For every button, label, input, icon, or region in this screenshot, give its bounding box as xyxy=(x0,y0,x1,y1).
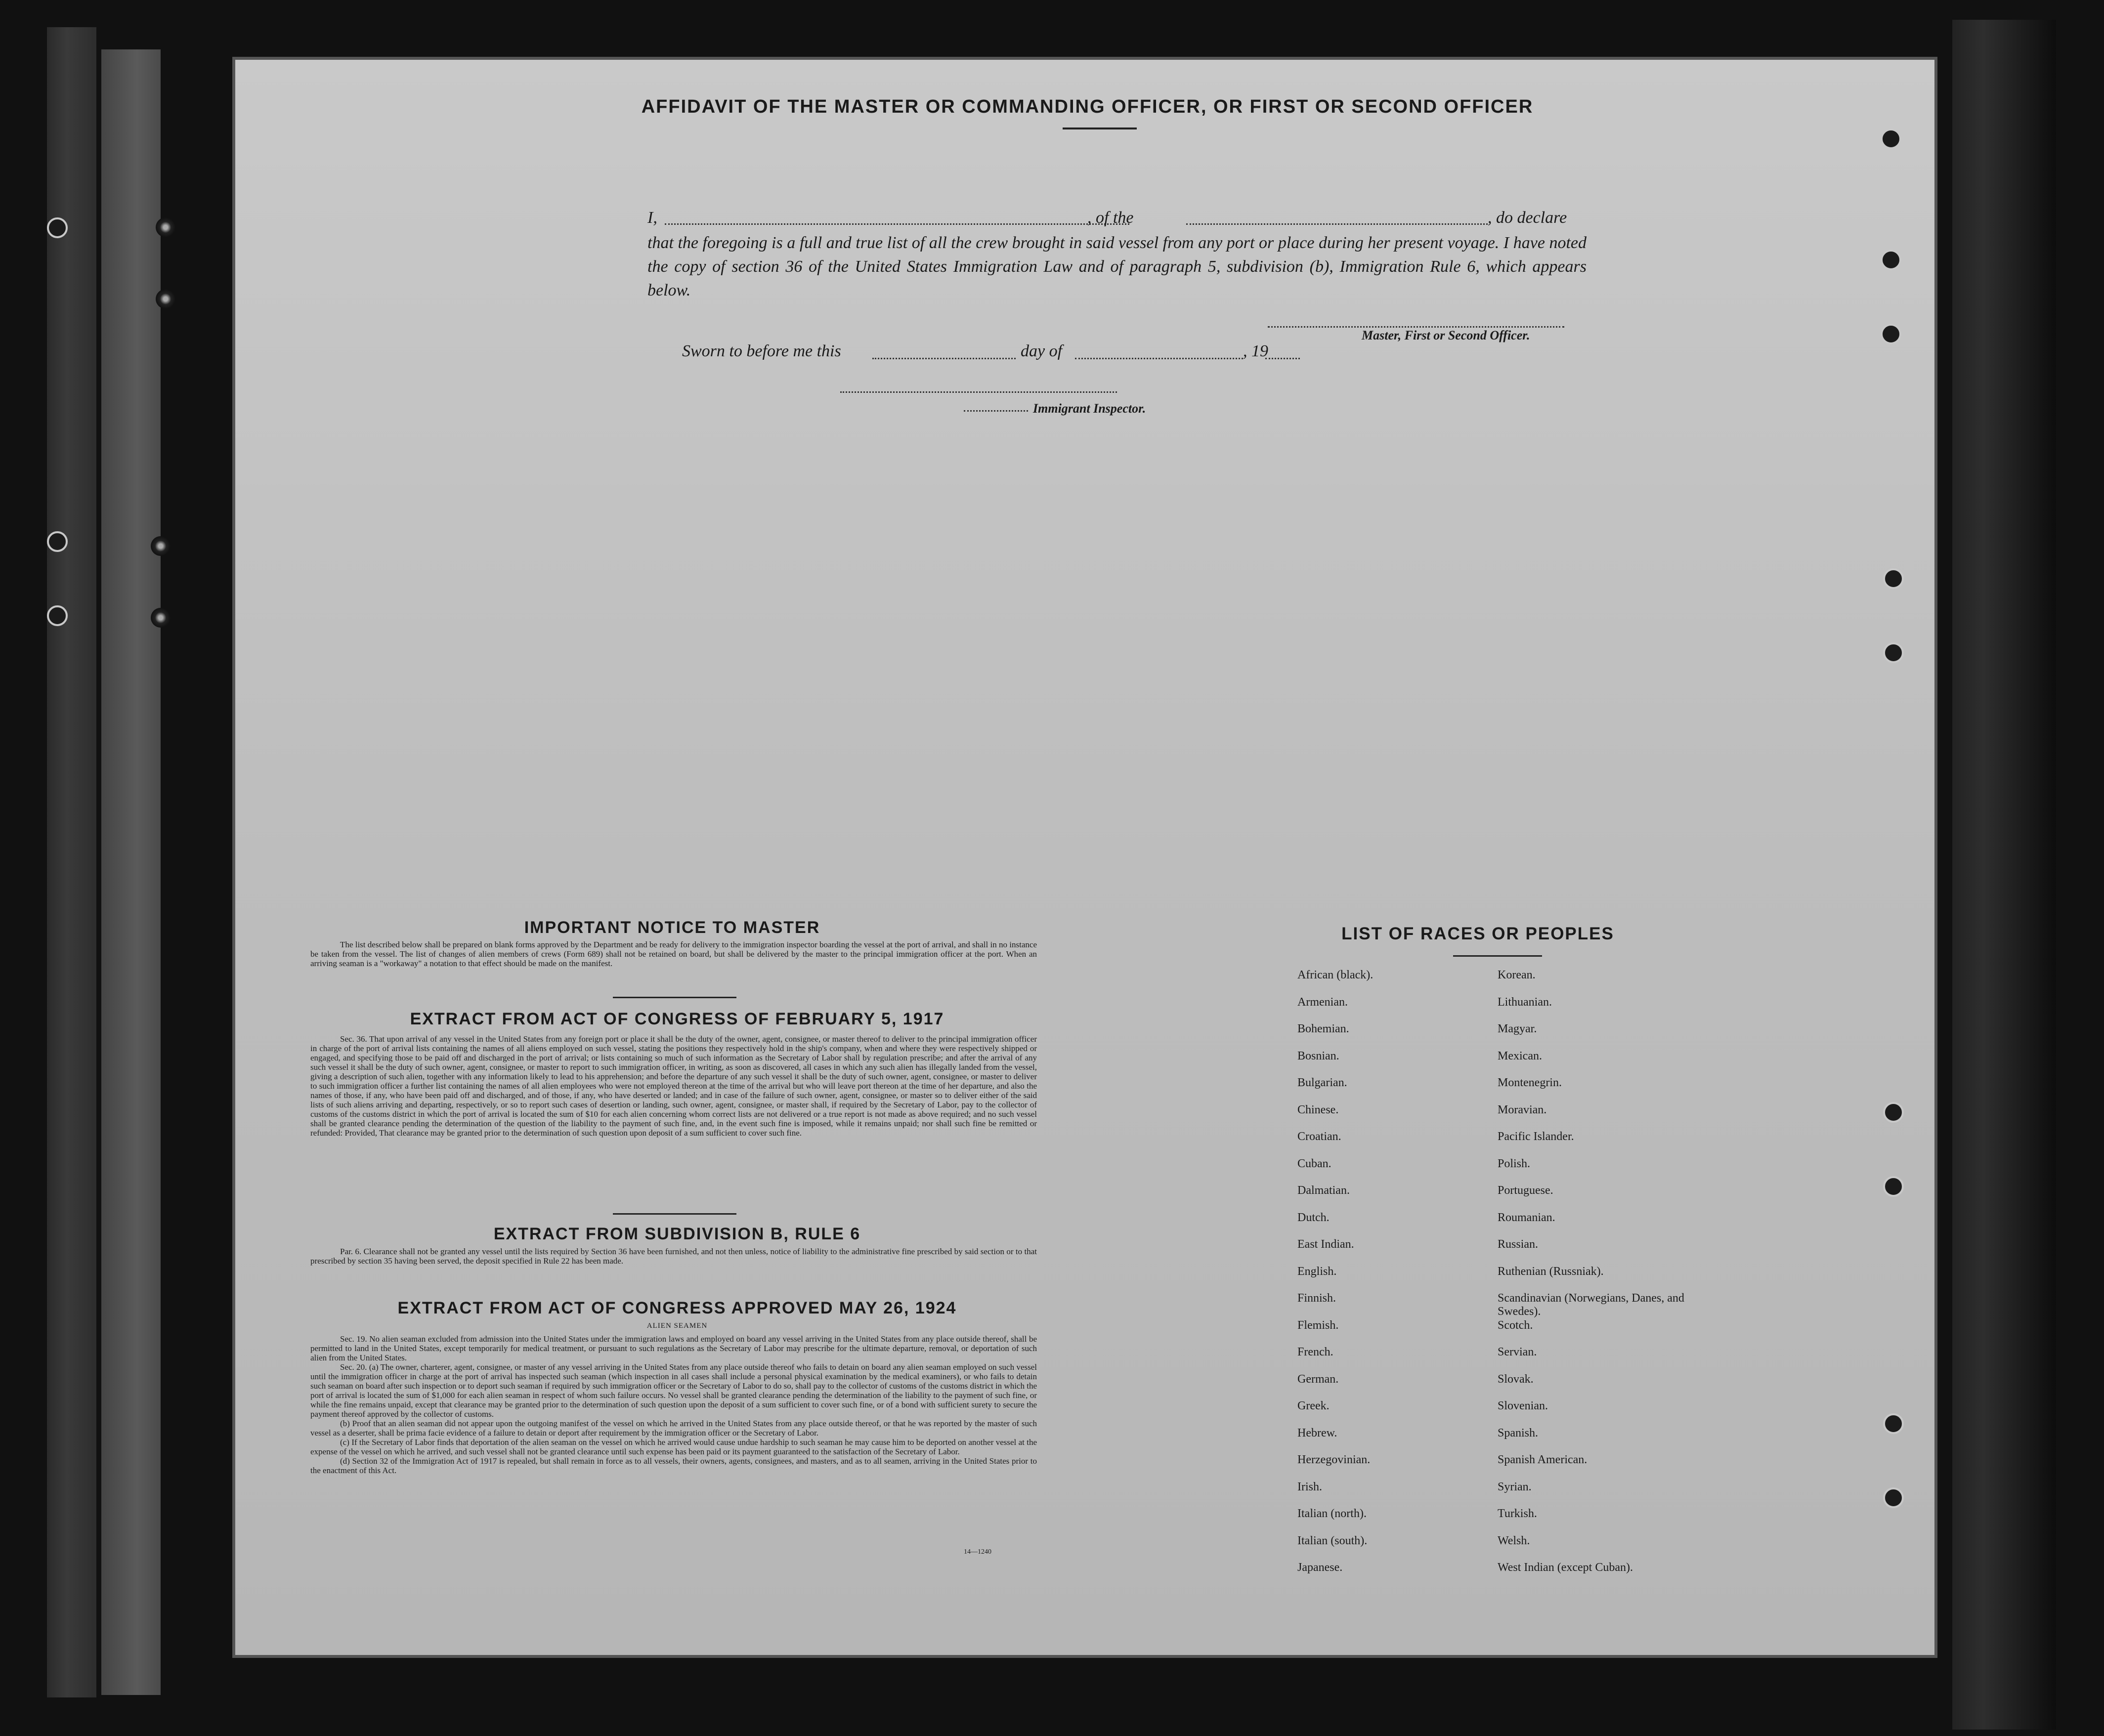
binder-rivet xyxy=(151,608,171,628)
race-item: Herzegovinian. xyxy=(1297,1453,1371,1466)
extract-1917-title: EXTRACT FROM ACT OF CONGRESS OF FEBRUARY 5, 1917 xyxy=(410,1010,945,1028)
divider xyxy=(1063,127,1137,129)
section-19: Sec. 19. No alien seaman excluded from admission into the United States under the immigration laws and employed on board any vessel arriving in the United States from any place outside thereof, shall be permitted to land in the United States, except temporarily for medical treatment, or pursuant to such regulations as the Secretary of Labor may prescribe for the ultimate departure, removal, or deportation of such alien from the United States. xyxy=(310,1334,1037,1362)
race-item: Polish. xyxy=(1498,1157,1531,1170)
page-edge xyxy=(1952,20,2056,1730)
inspector-label: Immigrant Inspector. xyxy=(1033,401,1146,416)
punch-hole xyxy=(1883,642,1904,663)
extract-1924-text xyxy=(310,1334,1037,1475)
race-item: African (black). xyxy=(1297,969,1374,981)
divider xyxy=(1453,955,1542,957)
race-item: Slovenian. xyxy=(1498,1399,1548,1412)
sworn-label: Sworn to before me this xyxy=(682,342,841,360)
race-item: Cuban. xyxy=(1297,1157,1331,1170)
section-20b: (b) Proof that an alien seaman did not appear upon the outgoing manifest of the vessel on which he arrived in the United States from any place outside thereof, or that he was reported by the master of such vessel as a deserter, shall be prima facie evidence of a failure to detain or deport after requirement by the immigration officer or the Secretary of Labor. xyxy=(310,1419,1037,1438)
punch-hole xyxy=(1881,324,1901,344)
race-item: Greek. xyxy=(1297,1399,1330,1412)
year-label: , 19 xyxy=(1243,342,1268,360)
master-signature-label: Master, First or Second Officer. xyxy=(1362,328,1530,342)
punch-hole xyxy=(1883,568,1904,589)
punch-hole xyxy=(47,217,68,238)
section-20c: (c) If the Secretary of Labor finds that deportation of the alien seaman on the vessel on which he arrived would cause undue hardship to such seaman he may cause him to be deported on another vessel at the expense of the vessel on which he arrived, and such vessel shall not be granted clearance until such expense has been paid or its payment guaranteed to the satisfaction of the Secretary of Labor. xyxy=(310,1438,1037,1456)
race-item: Slovak. xyxy=(1498,1372,1534,1386)
punch-hole xyxy=(1883,1176,1904,1197)
binder-rivet xyxy=(151,536,171,556)
inspector-signature-field[interactable] xyxy=(840,391,1117,393)
punch-hole xyxy=(47,605,68,626)
sworn-month-field[interactable] xyxy=(1075,358,1243,359)
race-item: Finnish. xyxy=(1297,1292,1336,1305)
race-item: English. xyxy=(1297,1265,1337,1278)
race-item: Dalmatian. xyxy=(1297,1184,1350,1197)
declare-label: , do declare xyxy=(1488,209,1567,227)
race-item: Armenian. xyxy=(1297,995,1348,1009)
race-item: Irish. xyxy=(1297,1480,1322,1493)
race-item: French. xyxy=(1297,1346,1333,1358)
form-number: 14—1240 xyxy=(964,1548,991,1556)
vessel-name-field[interactable] xyxy=(1186,223,1488,225)
race-item: Japanese. xyxy=(1297,1561,1343,1574)
race-item: Flemish. xyxy=(1297,1318,1339,1332)
race-item: German. xyxy=(1297,1372,1339,1386)
race-item: Roumanian. xyxy=(1498,1211,1555,1224)
vessel-label: , of the xyxy=(1087,209,1134,227)
race-item: Magyar. xyxy=(1498,1022,1537,1035)
binder-rivet xyxy=(156,217,175,237)
binder-rivet xyxy=(156,289,175,309)
race-item: Syrian. xyxy=(1498,1480,1532,1493)
races-title: LIST OF RACES OR PEOPLES xyxy=(1341,924,1614,943)
race-item: Pacific Islander. xyxy=(1498,1130,1574,1143)
binder-strip xyxy=(47,27,96,1697)
extract-rule6-text: Par. 6. Clearance shall not be granted any vessel until the lists required by Section 36 have been furnished, and not then unless, notice of liability to the administrative fine prescribed by said section or to that prescribed by section 35 having been served, the deposit specified in Rule 22 has been made. xyxy=(310,1247,1037,1266)
race-item: Bulgarian. xyxy=(1297,1076,1347,1089)
race-item: Italian (north). xyxy=(1297,1507,1367,1520)
sworn-year-field[interactable] xyxy=(1265,358,1300,359)
section-20d: (d) Section 32 of the Immigration Act of 1917 is repealed, but shall remain in force as to all vessels, their owners, agents, consignees, and masters, and as to all seamen, arriving in the United States prior to the enactment of this Act. xyxy=(310,1456,1037,1475)
race-item: Welsh. xyxy=(1498,1534,1530,1547)
binder-margin xyxy=(101,49,161,1695)
alien-seamen-heading: ALIEN SEAMEN xyxy=(646,1322,708,1330)
race-item: Croatian. xyxy=(1297,1130,1341,1143)
race-item: Spanish. xyxy=(1498,1426,1539,1440)
race-item: Korean. xyxy=(1498,969,1536,981)
race-item: Dutch. xyxy=(1297,1211,1330,1224)
race-item: Ruthenian (Russniak). xyxy=(1498,1265,1604,1278)
race-item: West Indian (except Cuban). xyxy=(1498,1561,1633,1574)
race-item: Mexican. xyxy=(1498,1049,1542,1062)
punch-hole xyxy=(1881,250,1901,270)
declarant-name-field[interactable] xyxy=(665,223,1129,225)
race-item: Lithuanian. xyxy=(1498,995,1552,1009)
declarant-label: I, xyxy=(647,209,657,227)
race-item: Turkish. xyxy=(1498,1507,1537,1520)
punch-hole xyxy=(1881,128,1901,149)
race-item: Bosnian. xyxy=(1297,1049,1339,1062)
race-item: Chinese. xyxy=(1297,1103,1339,1116)
notice-title: IMPORTANT NOTICE TO MASTER xyxy=(524,918,820,937)
punch-hole xyxy=(1883,1487,1904,1508)
race-item: Bohemian. xyxy=(1297,1022,1349,1035)
sworn-day-field[interactable] xyxy=(872,358,1016,359)
notice-text: The list described below shall be prepared on blank forms approved by the Department and be ready for delivery to the immigration inspector boarding the vessel at the port of arrival, and shall in no instance be taken from the vessel. The list of changes of alien members of crews (Form 689) shall not be retained on board, but shall be delivered by the master to the principal immigration officer at the port. When an arriving seaman is a "workaway" a notation to that effect should be made on the manifest. xyxy=(310,940,1037,968)
extract-1917-text: Sec. 36. That upon arrival of any vessel in the United States from any foreign port or place it shall be the duty of the owner, agent, consignee, or master thereof to deliver to the principal immigration officer in charge of the port of arrival lists containing the names of all aliens employed on such vessel, stating the positions they respectively hold in the ship's company, when and where they were respectively shipped or engaged, and specifying those to be paid off and discharged in the port of arrival; or lists containing so much of such information as the Secretary of Labor shall by regulation prescribe; and after the arrival of any such vessel it shall be the duty of such owner, agent, consignee, or master to report to such immigration officer, in writing, as soon as discovered, all cases in which any such alien has illegally landed from the vessel, giving a description of such alien, together with any information likely to lead to his apprehension; and before the departure of any such vessel it shall be the duty of such owner, agent, consignee, or master to deliver to such immigration officer a further list containing the names of all alien employees who were not employed thereon at the time of the arrival but who will leave port thereon at the time of her departure, and also the names of those, if any, who have been paid off and discharged, and of those, if any, who have deserted or landed; and in case of the failure of such owner, agent, consignee, or master so to deliver either of the said lists of such aliens arriving and departing, respectively, or so to report such cases of desertion or landing, such owner, agent, consignee, or master shall, if required by the Secretary of Labor, pay to the collector of customs of the customs district in which the port of arrival is located the sum of $10 for each alien concerning whom correct lists are not delivered or a true report is not made as above required; and no such vessel shall be granted clearance pending the determination of the question of the liability to the payment of such fine, and, in the event such fine is imposed, while it remains unpaid; nor shall such fine be remitted or refunded: Provided, That clearance may be granted prior to the determination of such question upon deposit of a sum sufficient to cover such fine. xyxy=(310,1034,1037,1138)
race-item: Italian (south). xyxy=(1297,1534,1368,1547)
extract-rule6-title: EXTRACT FROM SUBDIVISION B, RULE 6 xyxy=(493,1225,861,1243)
race-item: Hebrew. xyxy=(1297,1426,1337,1440)
race-item: Servian. xyxy=(1498,1346,1537,1358)
race-item: Scandinavian (Norwegians, Danes, and Swedes). xyxy=(1498,1292,1684,1318)
day-of-label: day of xyxy=(1021,342,1063,360)
inspector-dots xyxy=(964,410,1028,412)
affidavit-statement: that the foregoing is a full and true list of all the crew brought in said vessel from any port or place during her present voyage. I have noted the copy of section 36 of the United States Immigration Law and of paragraph 5, subdivision (b), Immigration Rule 6, which appears below. xyxy=(647,234,1587,299)
race-item: Scotch. xyxy=(1498,1318,1533,1332)
affidavit-title: AFFIDAVIT OF THE MASTER OR COMMANDING OFFICER, OR FIRST OR SECOND OFFICER xyxy=(641,96,1534,117)
race-item: Spanish American. xyxy=(1498,1453,1588,1466)
punch-hole xyxy=(1883,1413,1904,1434)
master-signature-field[interactable] xyxy=(1268,326,1564,328)
punch-hole xyxy=(1883,1102,1904,1123)
divider xyxy=(613,1213,736,1215)
race-item: Moravian. xyxy=(1498,1103,1547,1116)
divider xyxy=(613,997,736,998)
section-20a: Sec. 20. (a) The owner, charterer, agent, consignee, or master of any vessel arriving in the United States from any place outside thereof who fails to detain on board any alien seaman employed on such vessel until the immigration officer in charge at the port of arrival has inspected such seaman (which inspection in all cases shall include a personal physical examination by the medical examiners), or who fails to detain such seaman on board after such inspection or to deport such seaman if required by such immigration officer or the Secretary of Labor to do so, shall pay to the collector of customs of the customs district in which the port of arrival is located the sum of $1,000 for each alien seaman in respect of whom such failure occurs. No vessel shall be granted clearance pending the determination of the liability to the payment of such fine, or while the fine remains unpaid, except that clearance may be granted prior to the determination of such question upon the deposit of a sum sufficient to cover such fine, or of a bond with sufficient surety to secure the payment thereof approved by the collector of customs. xyxy=(310,1362,1037,1419)
race-item: Portuguese. xyxy=(1498,1184,1553,1197)
punch-hole xyxy=(47,531,68,552)
race-item: East Indian. xyxy=(1297,1238,1354,1251)
extract-1924-title: EXTRACT FROM ACT OF CONGRESS APPROVED MAY 26, 1924 xyxy=(397,1299,957,1317)
race-item: Montenegrin. xyxy=(1498,1076,1562,1089)
race-item: Russian. xyxy=(1498,1238,1539,1251)
